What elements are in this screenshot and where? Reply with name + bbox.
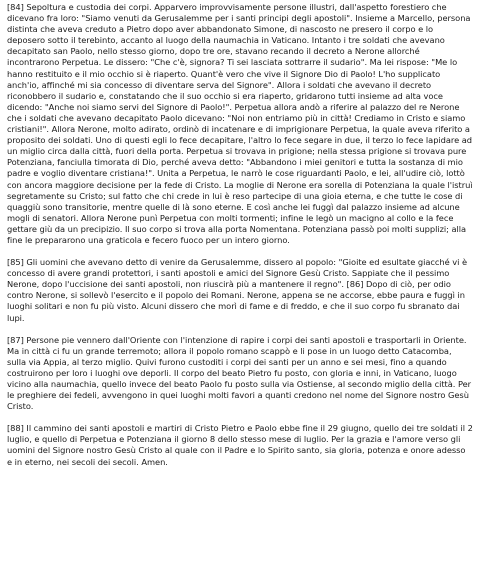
paragraph-87: [87] Persone pie vennero dall'Oriente con l'intenzione di rapire i corpi dei santi apostoli e trasportarli in Oriente. Ma in città ci fu un grande terremoto; allora il popolo romano scappò e li pose in un luogo detto Catacomba, sulla via Appia, al terzo miglio. Quivi furono custoditi i corpi dei santi per un anno e sei mesi, fino a quando costruirono per loro i luoghi ove deporli. Il corpo del beato Pietro fu posto, con gloria e inni, in Vaticano, luogo vicino alla naumachia, quello invece del beato Paolo fu posto sulla via Ostiense, al secondo miglio della città. Per le preghiere dei fedeli, avvengono in quei luoghi molti favori a quanti credono nel nome del Signore nostro Gesù Cristo. <box>7 334 472 412</box>
paragraph-88: [88] Il cammino dei santi apostoli e martiri di Cristo Pietro e Paolo ebbe fine il 29 giugno, quello dei tre soldati il 2 luglio, e quello di Perpetua e Potenziana il giorno 8 dello stesso mese di luglio. Per la grazia e l'amore verso gli uomini del Signore nostro Gesù Cristo al quale con il Padre e lo Spirito santo, sia gloria, potenza e onore adesso e in eterno, nei secoli dei secoli. Amen. <box>7 423 473 467</box>
paragraph-separator <box>7 246 473 257</box>
document-body <box>7 2 473 468</box>
paragraph-84: [84] Sepoltura e custodia dei corpi. Apparvero improvvisamente persone illustri, dall'aspetto forestiero che dicevano fra loro: "Siamo venuti da Gerusalemme per i santi principi degli apostoli". Insieme a Marcello, persona distinta che aveva creduto a Pietro dopo aver abbandonato Simone, di nascosto ne presero il corpo e lo deposero sotto il terebinto, accanto al luogo della naumachia in Vaticano. Intanto i tre soldati che avevano decapitato san Paolo, nello stesso giorno, dopo tre ore, stavano recando il decreto a Nerone allorché incontrarono Perpetua. Le dissero: "Che c'è, signora? Ti sei lasciata sottrarre il sudario". Ma lei rispose: "Me lo hanno restituito e il mio occhio si è riaperto. Quant'è vero che vive il Signore Dio di Paolo! L'ho supplicato anch'io, affinché mi sia concesso di diventare serva del Signore". Allora i soldati che avevano il decreto riconobbero il sudario e, constatando che il suo occhio si era riaperto, gridarono tutti insieme ad alta voce dicendo: "Anche noi siamo servi del Signore di Paolo!". Perpetua allora andò a riferire al palazzo del re Nerone che i soldati che avevano decapitato Paolo dicevano: "Noi non entriamo più in città! Crediamo in Cristo e siamo cristiani!". Allora Nerone, molto adirato, ordinò di incatenare e di imprigionare Perpetua, la quale aveva riferito a proposito dei soldati. Uno di questi egli lo fece decapitare, l'altro lo fece segare in due, il terzo lo fece lapidare ad un miglio circa dalla città, fuori della porta. Perpetua si trovava in prigione; nella stessa prigione si trovava pure Potenziana, fanciulla timorata di Dio, perché aveva detto: "Abbandono i miei genitori e tutta la sostanza di mio padre e voglio diventare cristiana!". Unita a Perpetua, le narrò le cose riguardanti Paolo, e lei, all'udire ciò, lottò con ancora maggiore decisione per la fede di Cristo. La moglie di Nerone era sorella di Potenziana la quale l'istruì segretamente su Cristo; sul fatto che chi crede in lui è reso partecipe di una gioia eterna, e che tutte le cose di quaggiù sono transitorie, mentre quelle di là sono eterne. E così anche lei fuggì dal palazzo insieme ad alcune mogli di senatori. Allora Nerone punì Perpetua con molti tormenti; infine le legò un macigno al collo e la fece gettare giù da un precipizio. Il suo corpo si trova alla porta Nomentana. Potenziana passò poi molti supplizi; alla fine le prepararono una graticola e fecero fuoco per un intero giorno. <box>7 2 473 245</box>
paragraph-85: [85] Gli uomini che avevano detto di venire da Gerusalemme, dissero al popolo: "Gioite ed esultate giacché vi è concesso di avere grandi protettori, i santi apostoli e amici del Signore Gesù Cristo. Sappiate che il pessimo Nerone, dopo l'uccisione dei santi apostoli, non riuscirà più a mantenere il regno". [86] Dopo di ciò, per odio contro Nerone, si sollevò l'esercito e il popolo dei Romani. Nerone, appena se ne accorse, ebbe paura e fuggì in luoghi solitari e non fu più visto. Alcuni dissero che morì di fame e di freddo, e che il suo corpo fu sbranato dai lupi. <box>7 257 468 323</box>
paragraph-separator <box>7 324 473 335</box>
paragraph-separator <box>7 412 473 423</box>
